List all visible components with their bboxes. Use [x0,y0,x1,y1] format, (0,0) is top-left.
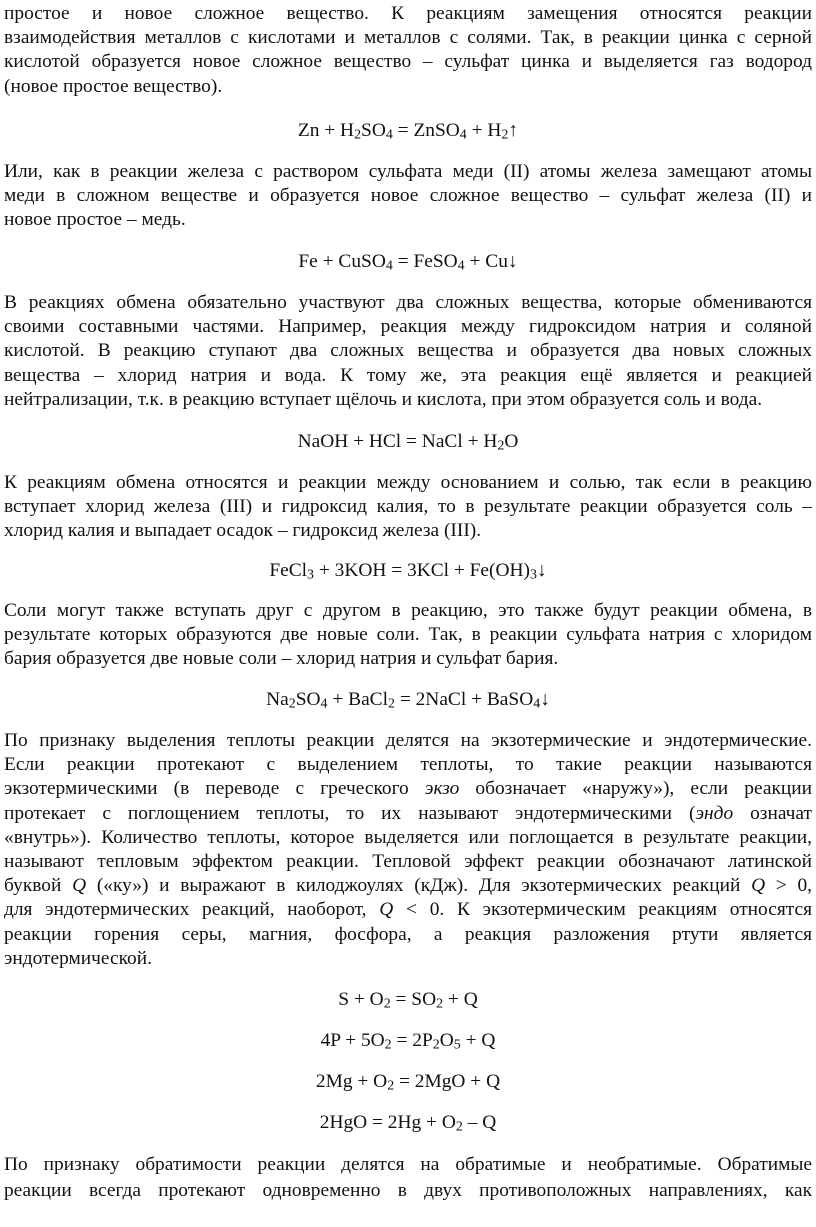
equation-naoh: NaOH + HCl = NaCl + $H_2O$ [297,431,519,454]
equation-phosphorus: $4P + 5O_2 = 2P_2O_5 + Q$ [320,1030,496,1053]
text-line: По признаку обратимости реакции делятся на обратимые и необратимые. Обратимые [4,1154,812,1175]
paragraph-reversibility [4,1152,812,1204]
equation-sulfur: $S + O_2 = SO_2 + Q$ [338,989,478,1012]
paragraph-salts [4,599,812,672]
paragraph-thermal [4,729,812,971]
text-line: вещества – хлорид натрия и вода. К тому же, эта реакция ещё является и реакцией [4,364,812,386]
text-line: протекает с поглощением теплоты, то их называют эндотермическими (эндо означат [4,802,812,824]
text-line: «внутрь»). Количество теплоты, которое выделяется или поглощается в результате реакции, [4,826,812,848]
equation-iron: Fe + CuSO$_4$ = FeSO$_4$ + Cu↓ [298,251,518,274]
text-line: бария образуется две новые соли – хлорид натрия и сульфат бария. [4,648,559,670]
text-line: результате которых образуются две новые соли. Так, в реакции сульфата натрия с хлоридом [4,624,812,646]
text-line: По признаку выделения теплоты реакции делятся на экзотермические и эндотермические. [4,730,812,751]
text-line: взаимодействия металлов с кислотами и металлов с солями. Так, в реакции цинка с серной [4,27,812,49]
text-line: меди в сложном веществе и образуется новое сложное вещество – сульфат железа (II) и [4,185,812,207]
paragraph-iron [4,160,812,233]
text-line: новое простое – медь. [4,209,186,231]
equation-na2so4: $Na_2SO_4$ + BaCl$_2$ = 2NaCl + BaSO$_4$↓ [266,689,550,712]
text-line: Или, как в реакции железа с раствором сульфата меди (II) атомы железа замещают атомы [4,161,812,182]
paragraph-substitution [4,2,812,99]
text-line: кислотой. В реакцию ступают два сложных вещества и образуется два новых сложных [4,340,812,362]
text-line: Соли могут также вступать друг с другом в реакцию, это также будут реакции обмена, в [4,600,812,621]
text-line: В реакциях обмена обязательно участвуют два сложных вещества, которые обмениваются [4,292,812,313]
paragraph-exchange [4,291,812,412]
text-line: реакции горения серы, магния, фосфора, а реакция разложения ртути является [4,923,812,945]
paragraph-base-salt [4,471,812,544]
text-line: хлорид калия и выпадает осадок – гидроксид железа (III). [4,520,482,542]
text-line: Если реакции протекают с выделением теплоты, то такие реакции называются [4,754,812,776]
equation-mercury: $2HgO = 2Hg + O_2 - Q$ [319,1112,497,1135]
text-line: простое и новое сложное вещество. К реакциям замещения относятся реакции [4,3,812,24]
equation-magnesium: $2Mg + O_2 = 2MgO + Q$ [315,1071,501,1094]
text-line: (новое простое вещество). [4,75,223,97]
text-line: К реакциям обмена относятся и реакции между основанием и солью, так если в реакцию [4,472,812,493]
equation-fecl3: FeCl$_3$ + $3KOH = 3KCl + Fe(OH)_3↓$ [269,560,547,583]
text-line: нейтрализации, т.к. в реакцию вступает щёлочь и кислота, при этом образуется соль и вода. [4,388,763,410]
text-line: своими составными частями. Например, реакция между гидроксидом натрия и соляной [4,316,812,338]
text-line: буквой Q («ку») и выражают в килоджоулях (кДж). Для экзотермических реакций Q > 0, [4,875,813,897]
text-line: кислотой образуется новое сложное вещество – сульфат цинка и выделяется газ водород [4,51,812,73]
text-line: эндотермической. [4,947,152,969]
text-line: реакции всегда протекают одновременно в двух противоположных направлениях, как [4,1180,812,1201]
text-line: называют тепловым эффектом реакции. Тепловой эффект реакции обозначают латинской [4,851,812,873]
text-line: для эндотермических реакций, наоборот, Q < 0. К экзотермическим реакциям относятся [4,899,812,921]
equation-zinc: $Zn + H_2SO_4$ = ZnSO$_4$ + $H_2↑$ [297,120,519,143]
text-line: вступает хлорид железа (III) и гидроксид калия, то в результате реакции образуется соль – [4,496,812,518]
text-line: экзотермическими (в переводе с греческого экзо обозначает «наружу»), если реакции [4,778,812,800]
